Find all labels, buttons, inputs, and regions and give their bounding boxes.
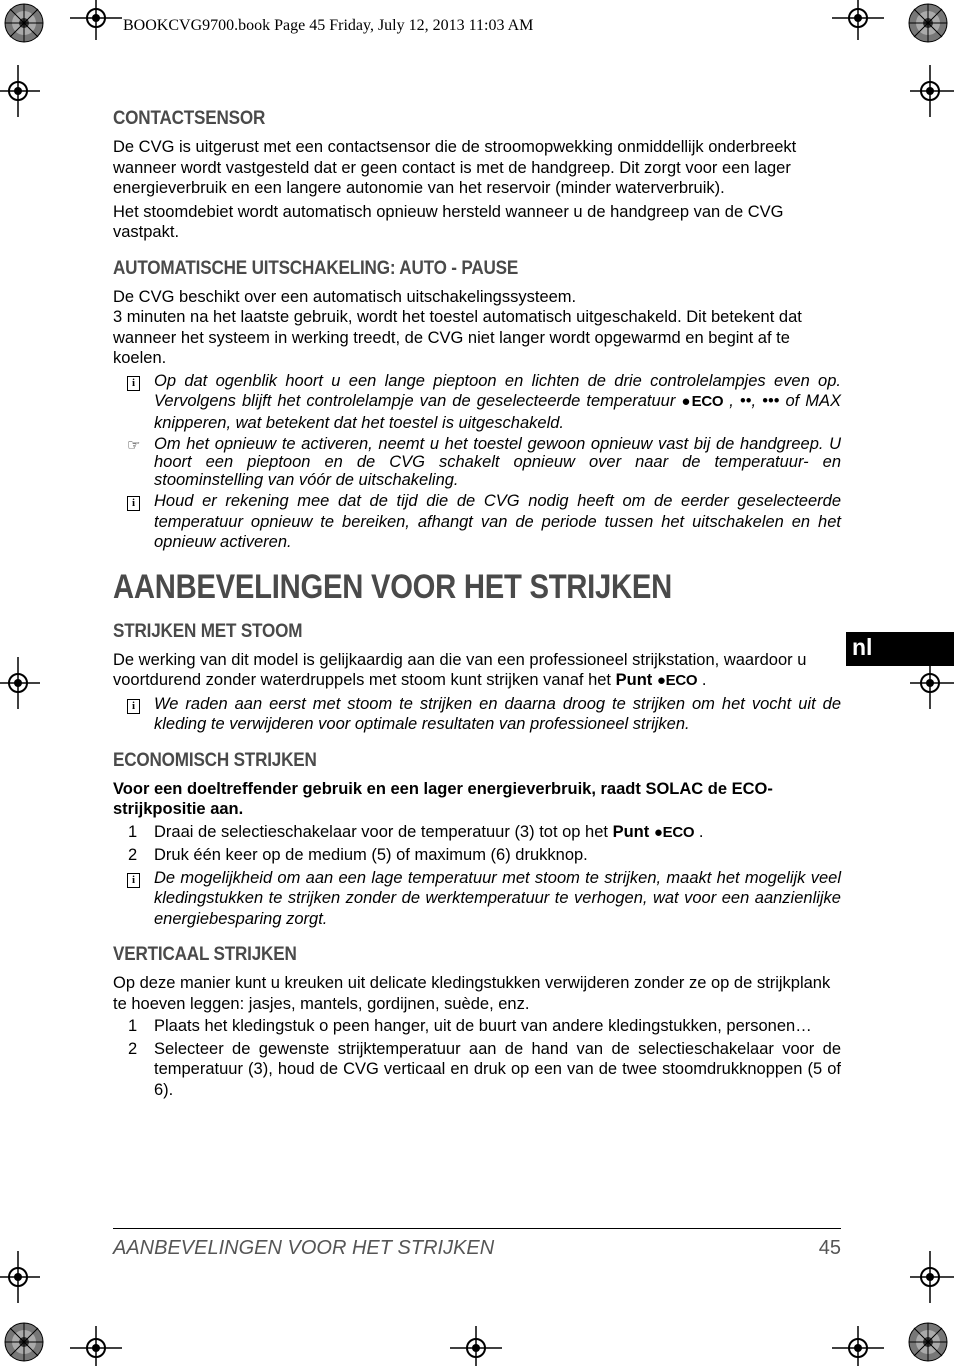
eco-symbol: ●ECO	[653, 823, 695, 841]
step-text: Plaats het kledingstuk o peen hanger, uit de buurt van andere kledingstukken, personen…	[154, 1017, 812, 1035]
pointing-hand-icon: ☞	[127, 437, 141, 454]
paragraph: De CVG beschikt over een automatisch uitschakelingssysteem.	[113, 287, 577, 306]
tip-note	[113, 435, 841, 489]
starburst-color-bar-icon	[908, 1322, 948, 1362]
registration-mark-icon	[0, 657, 40, 709]
registration-mark-icon	[0, 1251, 40, 1303]
punt-label: Punt	[615, 671, 653, 689]
registration-mark-icon	[910, 1251, 954, 1303]
registration-mark-icon	[832, 0, 884, 40]
starburst-color-bar-icon	[908, 3, 948, 43]
starburst-color-bar-icon	[4, 1322, 44, 1362]
registration-mark-icon	[0, 65, 40, 117]
registration-mark-icon	[832, 1326, 884, 1366]
step-number: 1	[128, 1017, 138, 1035]
info-note-icon: i	[127, 376, 140, 391]
paragraph: Voor een doeltreffender gebruik en een lager energieverbruik, raadt SOLAC de ECO-strijkpositie aan.	[113, 779, 773, 818]
step-number: 1	[128, 822, 138, 841]
step-item	[113, 845, 841, 866]
paragraph: 3 minuten na het laatste gebruik, wordt het toestel automatisch uitgeschakeld. Dit betekent dat wanneer het systeem in werking treedt, de CVG niet langer wordt opgewarmd en begint af te koelen.	[113, 308, 802, 367]
registration-mark-icon	[910, 65, 954, 117]
paragraph: Op deze manier kunt u kreuken uit delicate kledingstukken verwijderen zonder ze op de strijkplank te hoeven leggen: jasjes, mantels, gordijnen, suède, enz.	[113, 974, 831, 1013]
paragraph-text: De werking van dit model is gelijkaardig aan die van een professioneel strijkstation, waardoor u voortdurend zonder waterdruppels met stoom kunt strijken vanaf het	[113, 650, 807, 689]
section-vertical-ironing	[113, 944, 841, 1100]
step-text: Selecteer de gewenste strijktemperatuur aan de hand van de selectieschakelaar voor de temperatuur (3), houd de CVG verticaal en druk op een van de twee stoomdrukknoppen (5 of 6).	[154, 1039, 841, 1099]
note-text: Houd er rekening mee dat de tijd die de CVG nodig heeft om de eerder geselecteerde temperatuur opnieuw te bereiken, afhangt van de periode tussen het uitschakelen en het opnieuw activeren.	[154, 492, 841, 551]
eco-symbol: ●ECO	[681, 393, 724, 410]
step-text: Draai de selectieschakelaar voor de temperatuur (3) tot op het	[154, 822, 608, 841]
info-note-icon: i	[127, 496, 140, 511]
section-heading: VERTICAAL STRIJKEN	[113, 944, 297, 965]
section-auto-pause	[113, 258, 841, 553]
section-heading: ECONOMISCH STRIJKEN	[113, 749, 317, 771]
page-content	[113, 108, 841, 1115]
language-tab: nl	[846, 632, 954, 666]
registration-mark-icon	[450, 1326, 502, 1366]
paragraph: Het stoomdebiet wordt automatisch opnieuw hersteld wanneer u de handgreep van de CVG vastpakt.	[113, 202, 784, 241]
note-text: Om het opnieuw te activeren, neemt u het toestel gewoon opnieuw vast bij de handgreep. U hoort een pieptoon en de CVG schakelt opnieuw over naar de temperatuur- en stoominstelling van vóór de uitschakeling.	[154, 435, 841, 489]
info-note	[113, 694, 841, 735]
step-item	[113, 1016, 841, 1037]
page-title: AANBEVELINGEN VOOR HET STRIJKEN	[113, 567, 672, 606]
step-text: Druk één keer op de medium (5) of maximum (6) drukknop.	[154, 846, 588, 864]
info-note	[113, 491, 841, 553]
step-item	[113, 1039, 841, 1101]
registration-mark-icon	[70, 0, 122, 40]
note-text: De mogelijkheid om aan een lage temperatuur met stoom te strijken, maakt het mogelijk veel kledingstukken te strijken zonder de werktemperatuur te verhogen, wat voor een aanzienlijke energiebesparing zorgt.	[154, 868, 841, 928]
paragraph	[113, 650, 841, 692]
step-item	[113, 822, 841, 844]
eco-symbol: ●ECO	[656, 672, 698, 689]
paragraph: De CVG is uitgerust met een contactsensor die de stroomopwekking onmiddellijk onderbreekt wanneer wordt vastgesteld dat er geen contact is met de handgreep. Dit zorgt voor een lager energieverbruik en een langere autonomie van het reservoir (minder waterverbruik).	[113, 138, 797, 197]
step-number: 2	[128, 1039, 138, 1058]
section-contactsensor	[113, 108, 841, 243]
page-number: 45	[818, 1237, 841, 1259]
info-note	[113, 868, 841, 930]
print-header: BOOKCVG9700.book Page 45 Friday, July 12, 2013 11:03 AM	[123, 17, 534, 34]
info-note-icon: i	[127, 873, 140, 888]
punt-label: Punt	[612, 822, 650, 841]
footer-divider	[113, 1228, 841, 1229]
note-text: , ••, ••• of MAX knipperen, wat betekent dat het toestel is uitgeschakeld.	[154, 392, 841, 432]
info-note	[113, 371, 841, 434]
step-text: .	[698, 822, 704, 841]
note-text: We raden aan eerst met stoom te strijken en daarna droog te strijken om het vocht uit de kleding te verwijderen voor optimale resultaten van professioneel strijken.	[154, 694, 841, 733]
note-text: Op dat ogenblik hoort u een lange pieptoon en lichten de drie controlelampjes even op. Vervolgens blijft het controlelampje van de geselecteerde temperatuur	[154, 371, 841, 410]
section-eco-ironing	[113, 750, 841, 930]
section-heading: AUTOMATISCHE UITSCHAKELING: AUTO - PAUSE	[113, 257, 519, 279]
section-heading: STRIJKEN MET STOOM	[113, 620, 303, 642]
paragraph-text: .	[701, 671, 707, 689]
section-heading: CONTACTSENSOR	[113, 108, 266, 129]
info-note-icon: i	[127, 699, 140, 714]
registration-mark-icon	[70, 1326, 122, 1366]
footer-title: AANBEVELINGEN VOOR HET STRIJKEN	[113, 1237, 495, 1259]
starburst-color-bar-icon	[4, 3, 44, 43]
step-number: 2	[128, 846, 138, 864]
section-steam-ironing	[113, 621, 841, 735]
